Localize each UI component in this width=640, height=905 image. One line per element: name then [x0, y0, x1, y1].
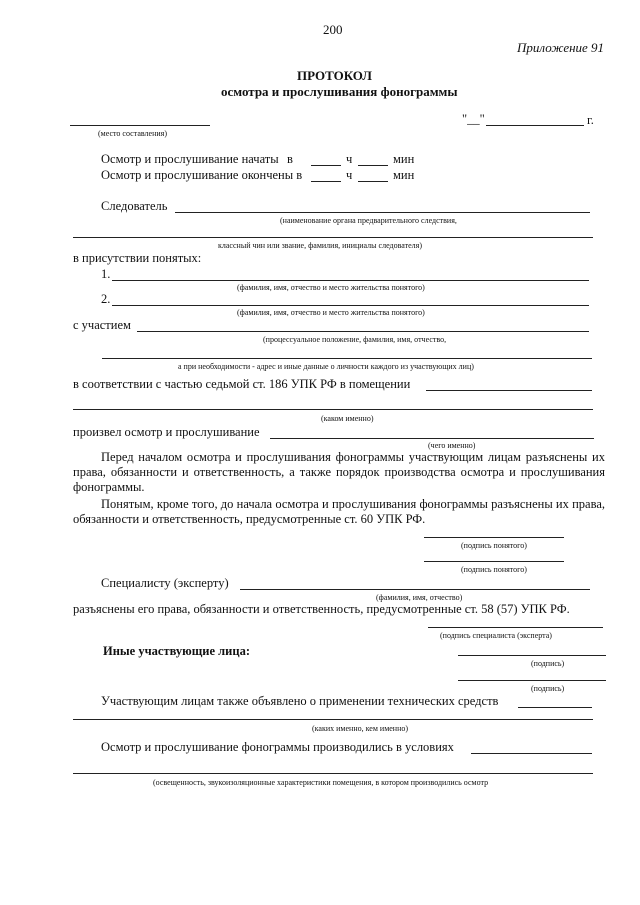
participation-caption-2: а при необходимости - адрес и иные данные о личности каждого из участвующих лиц) [178, 362, 474, 371]
tech-field-2[interactable] [73, 719, 593, 720]
start-m-label: мин [393, 152, 415, 166]
witness-rights-paragraph [73, 497, 605, 527]
conditions-caption: (освещенность, звукоизоляционные характеристики помещения, в котором производились осмотр [153, 778, 489, 787]
tech-label: Участвующим лицам также объявлено о применении технических средств [101, 694, 499, 708]
document-title: ПРОТОКОЛ [297, 68, 372, 83]
specialist-signature-field[interactable] [428, 627, 603, 628]
start-h-label: ч [346, 152, 353, 166]
witness-1-signature-field[interactable] [424, 537, 564, 538]
witnesses-label: в присутствии понятых: [73, 251, 202, 265]
start-minutes-field[interactable] [358, 165, 388, 166]
start-v-label: в [287, 152, 293, 166]
start-hours-field[interactable] [311, 165, 341, 166]
witness-rights-paragraph-text: Понятым, кроме того, до начала осмотра и прослушивания фонограммы разъяснены их права, обязанности и ответственность, предусмотренные ст. 60 УПК РФ. [73, 497, 605, 526]
specialist-label: Специалисту (эксперту) [101, 576, 229, 590]
participation-field-2[interactable] [102, 358, 592, 359]
investigator-caption-2: классный чин или звание, фамилия, инициалы следователя) [218, 241, 422, 250]
others-signature-2-caption: (подпись) [531, 684, 565, 693]
witness-1-caption: (фамилия, имя, отчество и место жительства понятого) [237, 283, 425, 292]
specialist-rights: разъяснены его права, обязанности и ответственность, предусмотренные ст. 58 (57) УПК РФ. [73, 602, 570, 616]
specialist-field[interactable] [240, 589, 590, 590]
specialist-signature-caption: (подпись специалиста (эксперта) [440, 631, 552, 640]
participation-label: с участием [73, 318, 131, 332]
witness-1-number: 1. [101, 267, 111, 281]
examined-label: произвел осмотр и прослушивание [73, 425, 260, 439]
premises-field[interactable] [426, 390, 592, 391]
rights-paragraph-text: Перед началом осмотра и прослушивания фонограммы участвующим лицам разъяснены их права, обязанности и ответственность, а также порядок производства осмотра и прослушивания фонограммы. [73, 450, 605, 494]
others-signature-1-caption: (подпись) [531, 659, 565, 668]
end-m-label: мин [393, 168, 415, 182]
others-label: Иные участвующие лица: [103, 644, 250, 658]
date-field[interactable] [486, 125, 584, 126]
conditions-field[interactable] [471, 753, 592, 754]
premises-caption: (каком именно) [321, 414, 374, 423]
participation-caption-1: (процессуальное положение, фамилия, имя, отчество, [263, 335, 447, 344]
place-caption: (место составления) [98, 129, 167, 138]
investigator-field-2[interactable] [73, 237, 593, 238]
witness-2-number: 2. [101, 292, 111, 306]
rights-paragraph [73, 450, 605, 495]
conditions-field-2[interactable] [73, 773, 593, 774]
end-h-label: ч [346, 168, 353, 182]
specialist-caption: (фамилия, имя, отчество) [376, 593, 463, 602]
end-label: Осмотр и прослушивание окончены в [101, 168, 303, 182]
examined-field[interactable] [270, 438, 594, 439]
witness-2-caption: (фамилия, имя, отчество и место жительства понятого) [237, 308, 425, 317]
date-year-label: г. [587, 113, 594, 127]
witness-1-field[interactable] [112, 280, 589, 281]
others-signature-2-field[interactable] [458, 680, 606, 681]
investigator-field[interactable] [175, 212, 590, 213]
tech-field[interactable] [518, 707, 592, 708]
document-subtitle: осмотра и прослушивания фонограммы [221, 84, 458, 99]
others-signature-1-field[interactable] [458, 655, 606, 656]
witness-1-signature-caption: (подпись понятого) [461, 541, 527, 550]
premises-label: в соответствии с частью седьмой ст. 186 УПК РФ в помещении [73, 377, 411, 391]
investigator-label: Следователь [101, 199, 168, 213]
date-quote: "__" [462, 112, 485, 126]
start-label: Осмотр и прослушивание начаты [101, 152, 279, 166]
page-number: 200 [323, 22, 343, 37]
place-field[interactable] [70, 125, 210, 126]
witness-2-field[interactable] [112, 305, 589, 306]
end-minutes-field[interactable] [358, 181, 388, 182]
participation-field[interactable] [137, 331, 589, 332]
appendix-label: Приложение 91 [517, 40, 605, 55]
investigator-caption-1: (наименование органа предварительного следствия, [280, 216, 457, 225]
examined-caption: (чего именно) [428, 441, 476, 450]
tech-caption: (каких именно, кем именно) [312, 724, 409, 733]
witness-2-signature-caption: (подпись понятого) [461, 565, 527, 574]
witness-2-signature-field[interactable] [424, 561, 564, 562]
end-hours-field[interactable] [311, 181, 341, 182]
conditions-label: Осмотр и прослушивание фонограммы производились в условиях [101, 740, 454, 754]
premises-field-2[interactable] [73, 409, 593, 410]
